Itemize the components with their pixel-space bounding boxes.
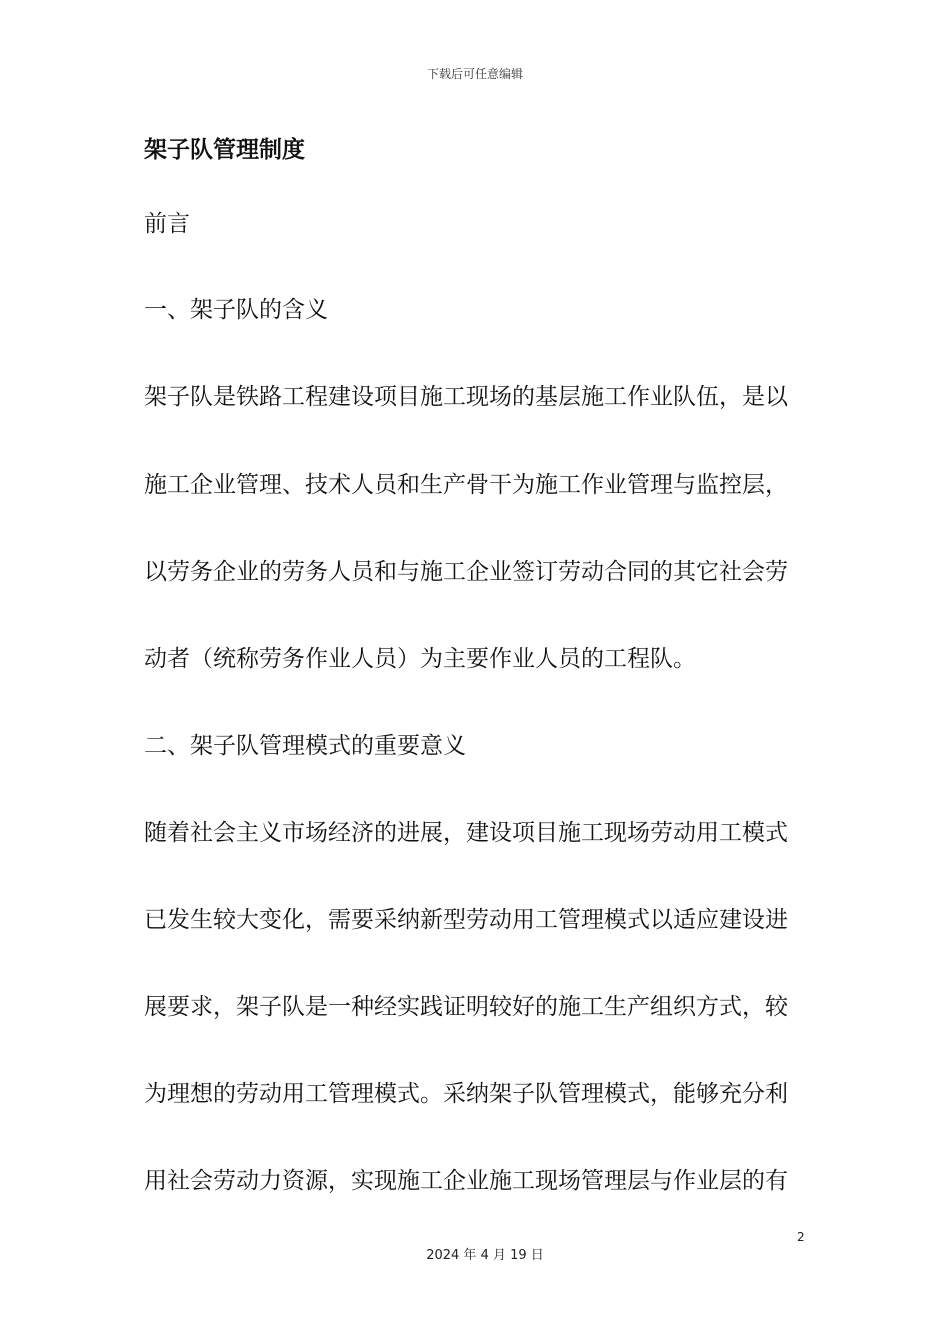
paragraph-line: 展要求，架子队是一种经实践证明较好的施工生产组织方式，较 [144, 994, 788, 1020]
section-heading-2: 二、架子队管理模式的重要意义 [144, 733, 466, 759]
paragraph-line: 已发生较大变化，需要采纳新型劳动用工管理模式以适应建设进 [144, 907, 788, 933]
header-note: 下载后可任意编辑 [426, 67, 523, 81]
paragraph-line: 用社会劳动力资源，实现施工企业施工现场管理层与作业层的有 [144, 1168, 788, 1194]
page-number: 2 [797, 1230, 805, 1244]
paragraph-line: 施工企业管理、技术人员和生产骨干为施工作业管理与监控层， [144, 472, 788, 498]
section-preface: 前言 [144, 211, 190, 237]
paragraph-line: 架子队是铁路工程建设项目施工现场的基层施工作业队伍，是以 [144, 384, 788, 410]
paragraph-line: 动者（统称劳务作业人员）为主要作业人员的工程队。 [144, 646, 696, 672]
paragraph-line: 随着社会主义市场经济的进展，建设项目施工现场劳动用工模式 [144, 820, 788, 846]
footer-date: 2024 年 4 月 19 日 [426, 1248, 544, 1263]
paragraph-line: 为理想的劳动用工管理模式。采纳架子队管理模式，能够充分利 [144, 1081, 788, 1107]
document-title: 架子队管理制度 [144, 137, 305, 163]
paragraph-line: 以劳务企业的劳务人员和与施工企业签订劳动合同的其它社会劳 [144, 559, 788, 585]
section-heading-1: 一、架子队的含义 [144, 297, 328, 323]
